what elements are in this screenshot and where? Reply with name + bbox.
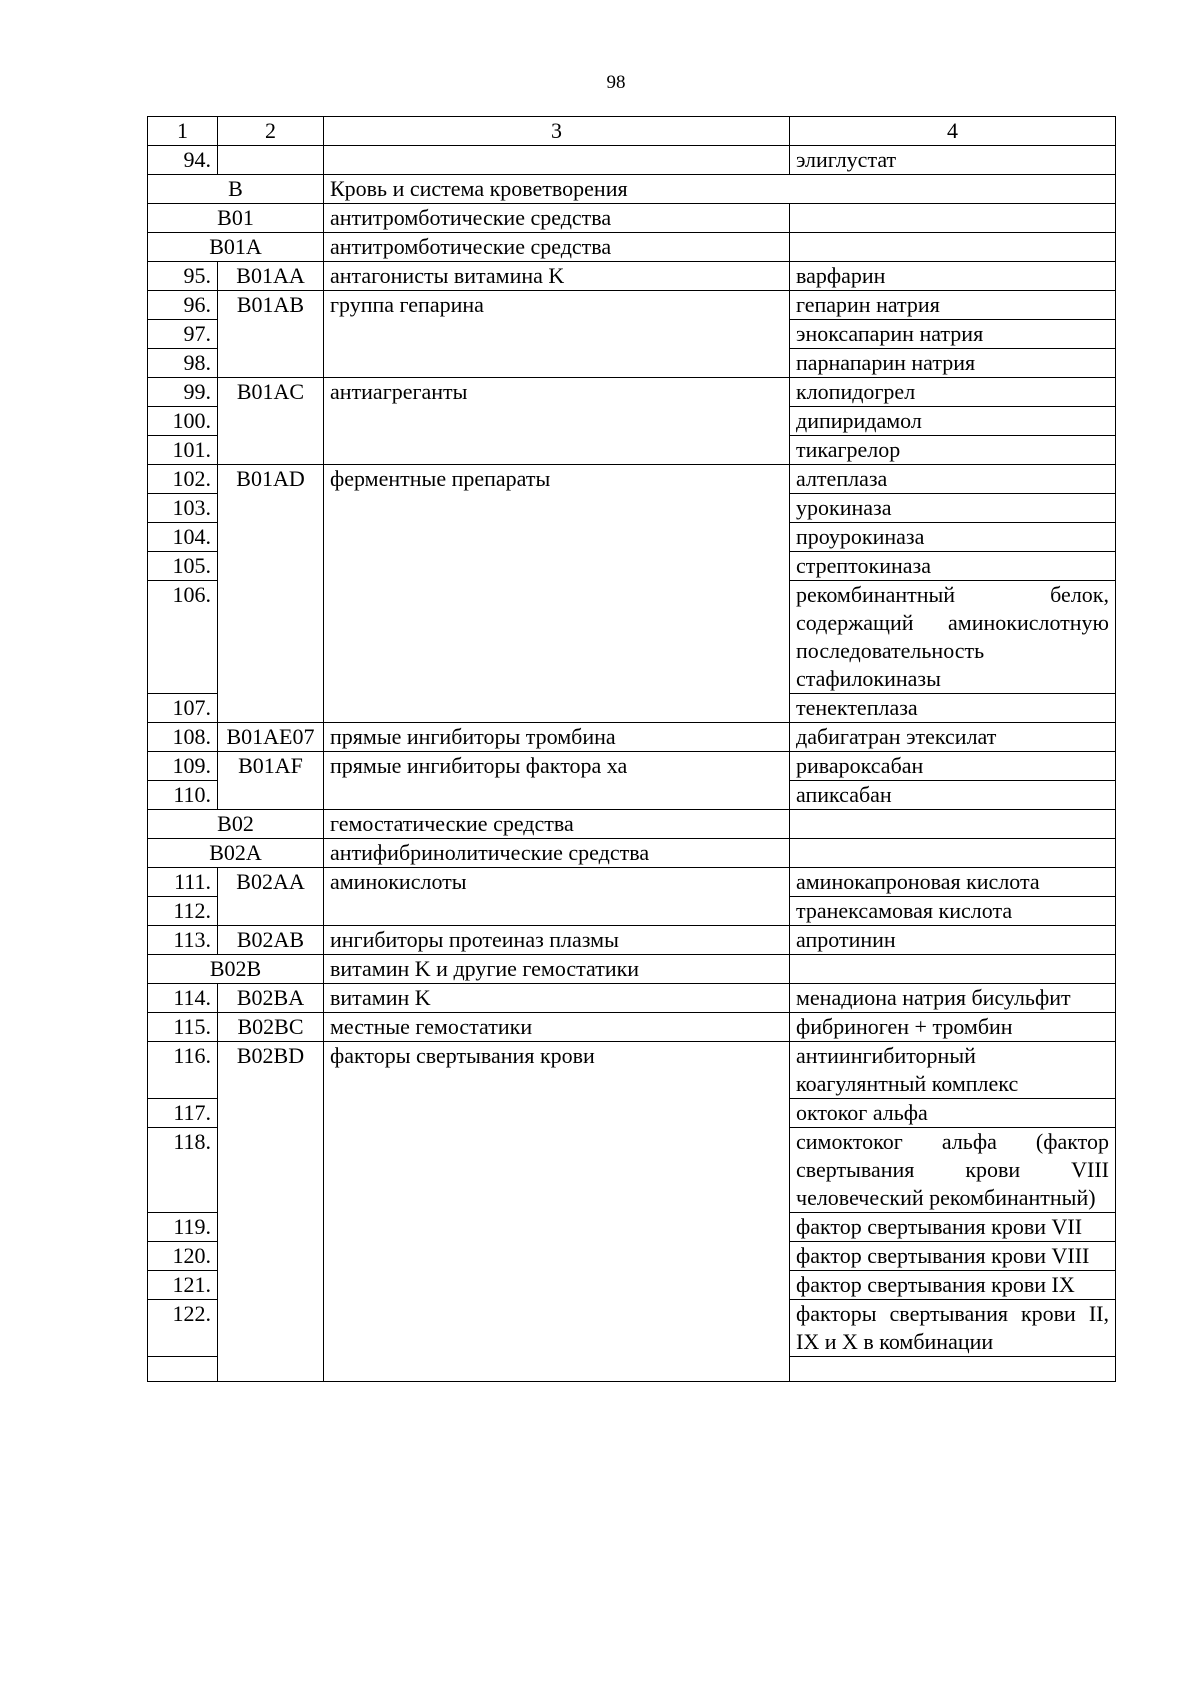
table-row [148, 233, 1116, 262]
group-name: гемостатические средства [324, 810, 790, 839]
column-header: 3 [324, 117, 790, 146]
group-name: антагонисты витамина K [324, 262, 790, 291]
group-name: прямые ингибиторы фактора ха [324, 752, 790, 810]
drug-name: ривароксабан [790, 752, 1116, 781]
group-name: витамин K [324, 984, 790, 1013]
row-number: 106. [148, 581, 218, 694]
group-name: факторы свертывания крови [324, 1042, 790, 1382]
drug-name: гепарин натрия [790, 291, 1116, 320]
group-name: ферментные препараты [324, 465, 790, 723]
group-name: ингибиторы протеиназ плазмы [324, 926, 790, 955]
row-number: 104. [148, 523, 218, 552]
atc-code: B01AF [218, 752, 324, 810]
row-number: 121. [148, 1271, 218, 1300]
drug-name: дипиридамол [790, 407, 1116, 436]
atc-code: B02BD [218, 1042, 324, 1382]
drug-name: фактор свертывания крови VIII [790, 1242, 1116, 1271]
drug-name: парнапарин натрия [790, 349, 1116, 378]
atc-code: B01 [148, 204, 324, 233]
table-row [148, 378, 1116, 407]
group-name: группа гепарина [324, 291, 790, 378]
atc-code [218, 146, 324, 175]
drug-name [790, 810, 1116, 839]
drug-name: аминокапроновая кислота [790, 868, 1116, 897]
drug-name: менадиона натрия бисульфит [790, 984, 1116, 1013]
table-row [148, 1042, 1116, 1099]
row-number: 96. [148, 291, 218, 320]
group-name: антиагреганты [324, 378, 790, 465]
atc-code: B01AE07 [218, 723, 324, 752]
table-row [148, 1013, 1116, 1042]
drug-name [790, 233, 1116, 262]
drug-name: варфарин [790, 262, 1116, 291]
group-name: витамин K и другие гемостатики [324, 955, 790, 984]
group-name: антитромботические средства [324, 233, 790, 262]
drug-name: антиингибиторный коагулянтный комплекс [790, 1042, 1116, 1099]
drug-name: апротинин [790, 926, 1116, 955]
atc-code: B01AB [218, 291, 324, 378]
row-number: 98. [148, 349, 218, 378]
atc-code: B02B [148, 955, 324, 984]
atc-code: B02 [148, 810, 324, 839]
atc-code: B01AC [218, 378, 324, 465]
row-number: 117. [148, 1099, 218, 1128]
drug-name: октоког альфа [790, 1099, 1116, 1128]
table-row [148, 868, 1116, 897]
drug-name: фактор свертывания крови IX [790, 1271, 1116, 1300]
drug-name [790, 204, 1116, 233]
table-row [148, 175, 1116, 204]
row-number: 112. [148, 897, 218, 926]
row-number: 122. [148, 1300, 218, 1357]
table-row [148, 291, 1116, 320]
row-number: 118. [148, 1128, 218, 1213]
atc-code: B02BA [218, 984, 324, 1013]
drug-name: транексамовая кислота [790, 897, 1116, 926]
table-row [148, 465, 1116, 494]
row-number: 94. [148, 146, 218, 175]
row-number: 116. [148, 1042, 218, 1099]
drug-name: рекомбинантный белок, содержащий аминокислотную последовательность стафилокиназы [790, 581, 1116, 694]
row-number: 105. [148, 552, 218, 581]
table-row [148, 926, 1116, 955]
table-row [148, 839, 1116, 868]
row-number: 109. [148, 752, 218, 781]
table-row [148, 955, 1116, 984]
row-number: 120. [148, 1242, 218, 1271]
group-name: антитромботические средства [324, 204, 790, 233]
drug-name: апиксабан [790, 781, 1116, 810]
row-number: 113. [148, 926, 218, 955]
drug-name: тикагрелор [790, 436, 1116, 465]
atc-code: B02AB [218, 926, 324, 955]
row-number: 103. [148, 494, 218, 523]
atc-code: B01A [148, 233, 324, 262]
column-header: 4 [790, 117, 1116, 146]
drug-name: алтеплаза [790, 465, 1116, 494]
group-name: Кровь и система кроветворения [324, 175, 1116, 204]
drug-name: элиглустат [790, 146, 1116, 175]
column-header: 2 [218, 117, 324, 146]
table-header-row [148, 117, 1116, 146]
table-row [148, 204, 1116, 233]
row-number: 119. [148, 1213, 218, 1242]
group-name: антифибринолитические средства [324, 839, 790, 868]
atc-code: B02BC [218, 1013, 324, 1042]
group-name: местные гемостатики [324, 1013, 790, 1042]
row-number: 111. [148, 868, 218, 897]
row-number: 99. [148, 378, 218, 407]
row-number: 101. [148, 436, 218, 465]
drug-name: факторы свертывания крови II, IX и X в комбинации [790, 1300, 1116, 1357]
row-number: 115. [148, 1013, 218, 1042]
medication-table [147, 116, 1116, 1382]
table-row [148, 810, 1116, 839]
drug-name: дабигатран этексилат [790, 723, 1116, 752]
row-number: 95. [148, 262, 218, 291]
drug-name: фактор свертывания крови VII [790, 1213, 1116, 1242]
table-row [148, 723, 1116, 752]
drug-name: эноксапарин натрия [790, 320, 1116, 349]
page-number: 98 [606, 72, 626, 93]
group-name [324, 146, 790, 175]
table-row [148, 146, 1116, 175]
drug-name [790, 955, 1116, 984]
table-row [148, 752, 1116, 781]
drug-name: урокиназа [790, 494, 1116, 523]
drug-name: проурокиназа [790, 523, 1116, 552]
drug-name: фибриноген + тромбин [790, 1013, 1116, 1042]
column-header: 1 [148, 117, 218, 146]
row-number: 102. [148, 465, 218, 494]
table-row [148, 262, 1116, 291]
table-row [148, 984, 1116, 1013]
atc-code: B02A [148, 839, 324, 868]
row-number: 107. [148, 694, 218, 723]
empty-cell [790, 1357, 1116, 1382]
row-number: 110. [148, 781, 218, 810]
group-name: прямые ингибиторы тромбина [324, 723, 790, 752]
empty-cell [148, 1357, 218, 1382]
row-number: 108. [148, 723, 218, 752]
drug-name: клопидогрел [790, 378, 1116, 407]
drug-name: тенектеплаза [790, 694, 1116, 723]
row-number: 100. [148, 407, 218, 436]
atc-code: B [148, 175, 324, 204]
atc-code: B02AA [218, 868, 324, 926]
row-number: 97. [148, 320, 218, 349]
drug-name: стрептокиназа [790, 552, 1116, 581]
drug-name [790, 839, 1116, 868]
row-number: 114. [148, 984, 218, 1013]
group-name: аминокислоты [324, 868, 790, 926]
drug-name: симоктоког альфа (фактор свертывания крови VIII человеческий рекомбинантный) [790, 1128, 1116, 1213]
atc-code: B01AD [218, 465, 324, 723]
atc-code: B01AA [218, 262, 324, 291]
